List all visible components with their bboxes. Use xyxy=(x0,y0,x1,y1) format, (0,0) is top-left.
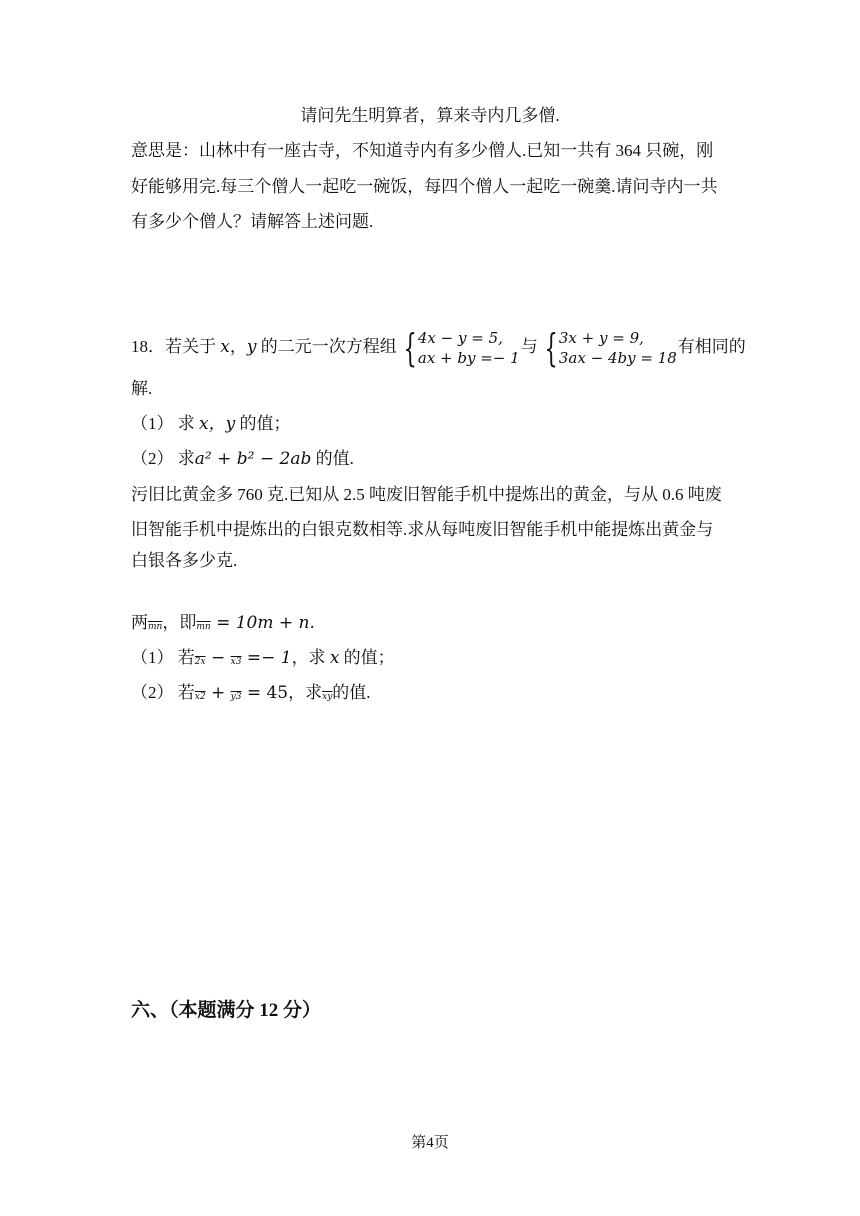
overline-number: $\overline{mn}$ xyxy=(196,622,211,632)
meaning-line-2: 好能够用完.每三个僧人一起吃一碗饭，每四个僧人一起吃一碗羹.请问寺内一共 xyxy=(131,177,718,196)
q18-var-x: x xyxy=(220,337,230,357)
part-label: （1） xyxy=(131,648,174,667)
overline-number: x3 xyxy=(230,657,242,667)
part-math: a² + b² − 2ab xyxy=(194,449,312,469)
gold-line-1: 污旧比黄金多 760 克.已知从 2.5 吨废旧智能手机中提炼出的黄金，与从 0.6 吨废 xyxy=(131,485,722,504)
part-text: 的值. xyxy=(311,449,354,468)
part-label: （2） xyxy=(131,449,174,468)
digits-intro xyxy=(131,611,315,639)
question-18-part-1 xyxy=(131,412,290,436)
operator: + xyxy=(205,683,231,703)
section-six-heading: 六、（本题满分 12 分） xyxy=(131,1000,322,1021)
meaning-line-1: 意思是：山林中有一座古寺，不知道寺内有多少僧人.已知一共有 364 只碗，刚 xyxy=(131,141,714,160)
equation-rhs: = 45 xyxy=(241,683,289,703)
q18-suffix: 有相同的 xyxy=(677,337,746,356)
left-brace-icon: { xyxy=(403,326,417,371)
part-text: 的值； xyxy=(339,648,395,667)
part-text: 若 xyxy=(173,683,195,702)
overline-number: 2x xyxy=(194,657,206,667)
q18-mid: 的二元一次方程组 xyxy=(256,337,397,356)
digits-part-1 xyxy=(131,646,395,674)
system-2-eq-2: 3ax − 4by = 18 xyxy=(558,349,677,368)
part-math: x xyxy=(329,648,340,668)
left-brace-icon: { xyxy=(544,326,558,371)
poem-line: 请问先生明算者，算来寺内几多僧. xyxy=(300,106,560,125)
system-1-eq-1: 4x − y = 5, xyxy=(417,329,503,348)
question-18-continuation: 解. xyxy=(131,379,153,398)
intro-text: 两 xyxy=(131,613,148,632)
part-text: 若 xyxy=(173,648,195,667)
equation-rhs: =− 1 xyxy=(241,648,292,668)
equation-system-1 xyxy=(398,326,520,371)
question-18-part-2 xyxy=(131,447,354,471)
overline-number: x2 xyxy=(194,692,206,702)
part-text: 的值. xyxy=(332,683,371,702)
system-1-eq-2: ax + by =− 1 xyxy=(417,349,520,368)
part-text: ，求 xyxy=(288,683,323,702)
part-math: x，y xyxy=(199,414,236,434)
overline-number: y3 xyxy=(230,692,242,702)
intro-equation: = 10m + n. xyxy=(210,613,315,633)
page-footer: 第4页 xyxy=(411,1135,449,1151)
gold-line-3: 白银各多少克. xyxy=(131,551,238,570)
part-text: 求 xyxy=(173,414,199,433)
part-label: （1） xyxy=(131,414,174,433)
system-2-eq-1: 3x + y = 9, xyxy=(558,329,644,348)
q18-comma: ， xyxy=(229,337,247,356)
overline-number: $\overline{mn}$ xyxy=(148,622,163,632)
part-label: （2） xyxy=(131,683,174,702)
part-text: 求 xyxy=(173,449,195,468)
equation-system-2 xyxy=(539,326,677,371)
q18-var-y: y xyxy=(246,337,257,357)
operator: − xyxy=(205,648,231,668)
overline-number: $\overline{xy}$ xyxy=(322,692,333,702)
gold-line-2: 旧智能手机中提炼出的白银克数相等.求从每吨废旧智能手机中能提炼出黄金与 xyxy=(131,520,714,539)
question-18-stem xyxy=(131,325,746,369)
meaning-line-3: 有多少个僧人？请解答上述问题. xyxy=(131,212,374,231)
part-text: 的值； xyxy=(235,414,291,433)
part-text: ，求 xyxy=(291,648,330,667)
intro-text: ，即 xyxy=(162,613,197,632)
q18-joiner: 与 xyxy=(520,337,538,356)
q18-prefix: 18．若关于 xyxy=(131,337,221,356)
digits-part-2 xyxy=(131,681,371,709)
